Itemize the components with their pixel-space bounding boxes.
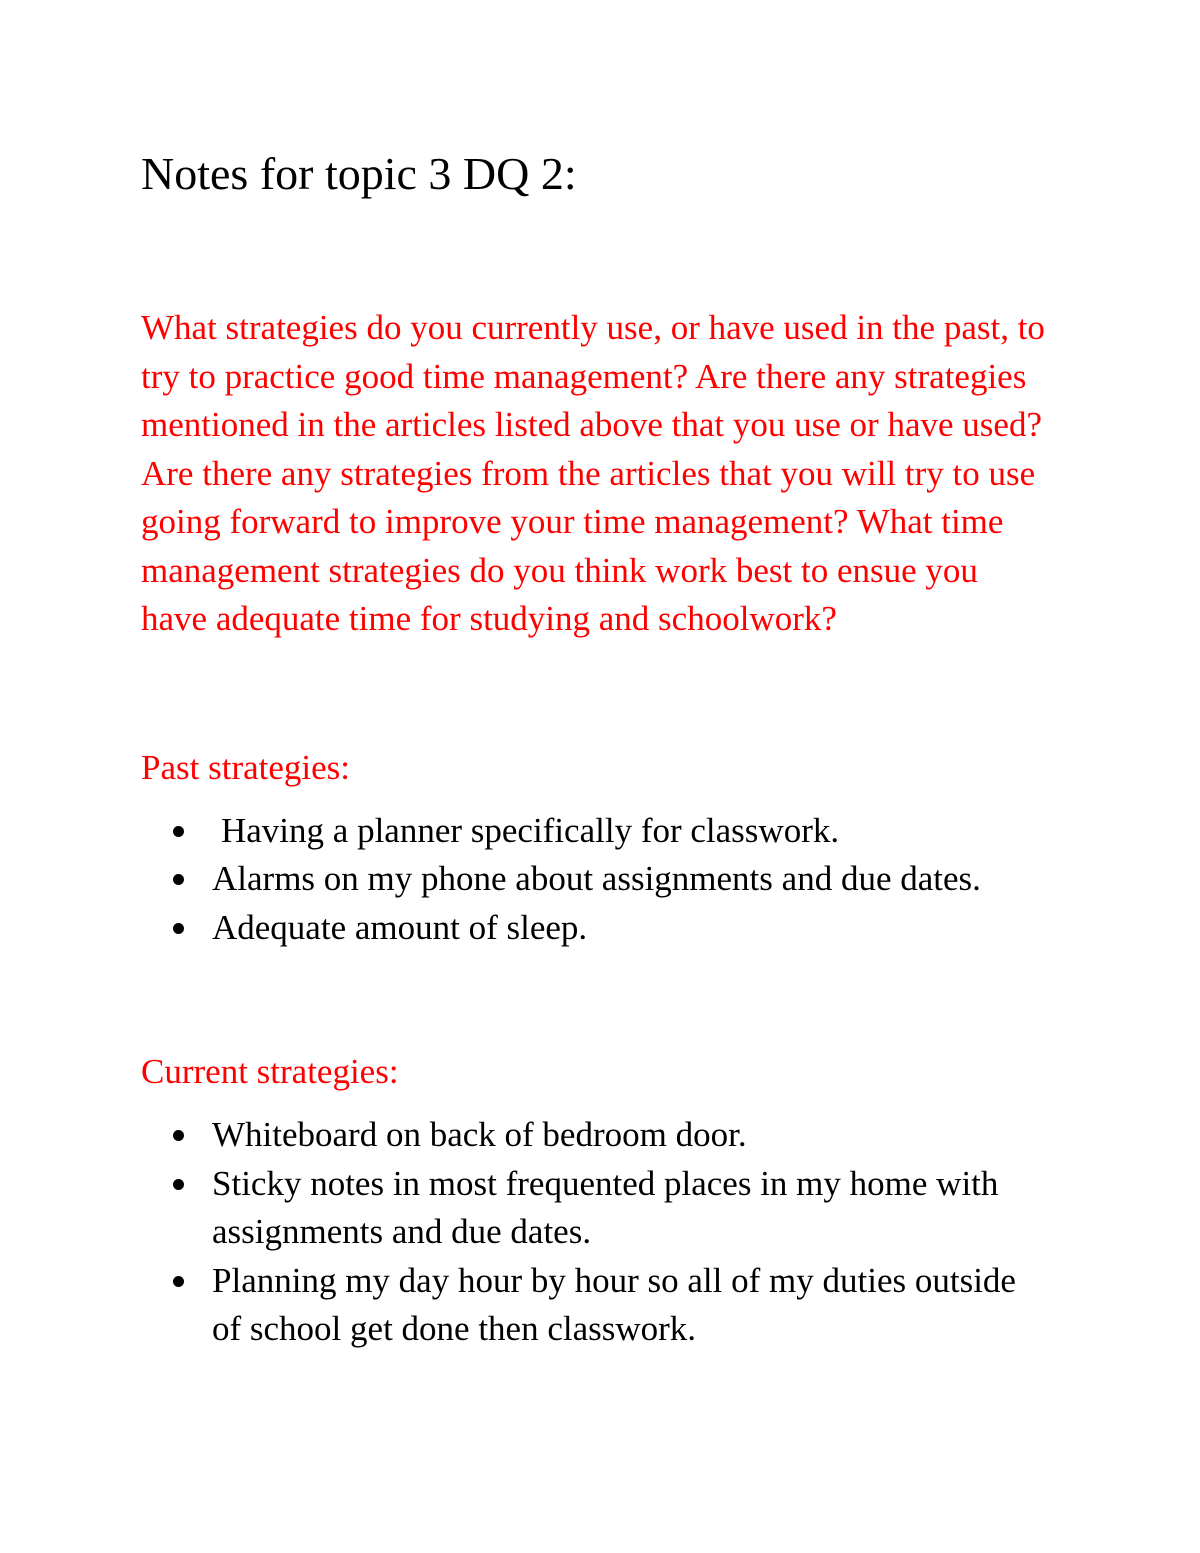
- bullet-icon: [173, 1130, 184, 1141]
- list-item: [141, 1257, 1046, 1354]
- list-item-text: Adequate amount of sleep.: [212, 907, 588, 947]
- bullet-icon: [173, 1276, 184, 1287]
- bullet-icon: [173, 1179, 184, 1190]
- list-item-text: Whiteboard on back of bedroom door.: [212, 1115, 747, 1154]
- current-strategies-list: [141, 1111, 1046, 1354]
- list-item: [141, 807, 1046, 856]
- list-item: [141, 904, 1046, 953]
- page-title: Notes for topic 3 DQ 2:: [141, 148, 577, 199]
- bullet-icon: [173, 874, 184, 885]
- past-strategies-heading: Past strategies:: [141, 747, 350, 787]
- list-item-text: Alarms on my phone about assignments and due dates.: [212, 859, 981, 898]
- list-item: [141, 1111, 1046, 1160]
- list-item: [141, 1160, 1046, 1257]
- bullet-icon: [173, 826, 184, 837]
- list-item: [141, 855, 1046, 904]
- discussion-question: What strategies do you currently use, or have used in the past, to try to practice good time management? Are there any strategies mentioned in the articles listed above that you use or have used? Are there any strategies from the articles that you will try to use going forward to improve your time management? What time management strategies do you think work best to ensue you have adequate time for studying and schoolwork?: [141, 308, 1045, 638]
- past-strategies-list: [141, 807, 1046, 953]
- list-item-text: Having a planner specifically for classwork.: [221, 810, 840, 850]
- list-item-text: Sticky notes in most frequented places in my home with assignments and due dates.: [212, 1163, 999, 1251]
- current-strategies-heading: Current strategies:: [141, 1052, 399, 1091]
- document-content: [141, 143, 1046, 1354]
- bullet-icon: [173, 923, 184, 934]
- list-item-text: Planning my day hour by hour so all of my duties outside of school get done then classwork.: [212, 1260, 1016, 1348]
